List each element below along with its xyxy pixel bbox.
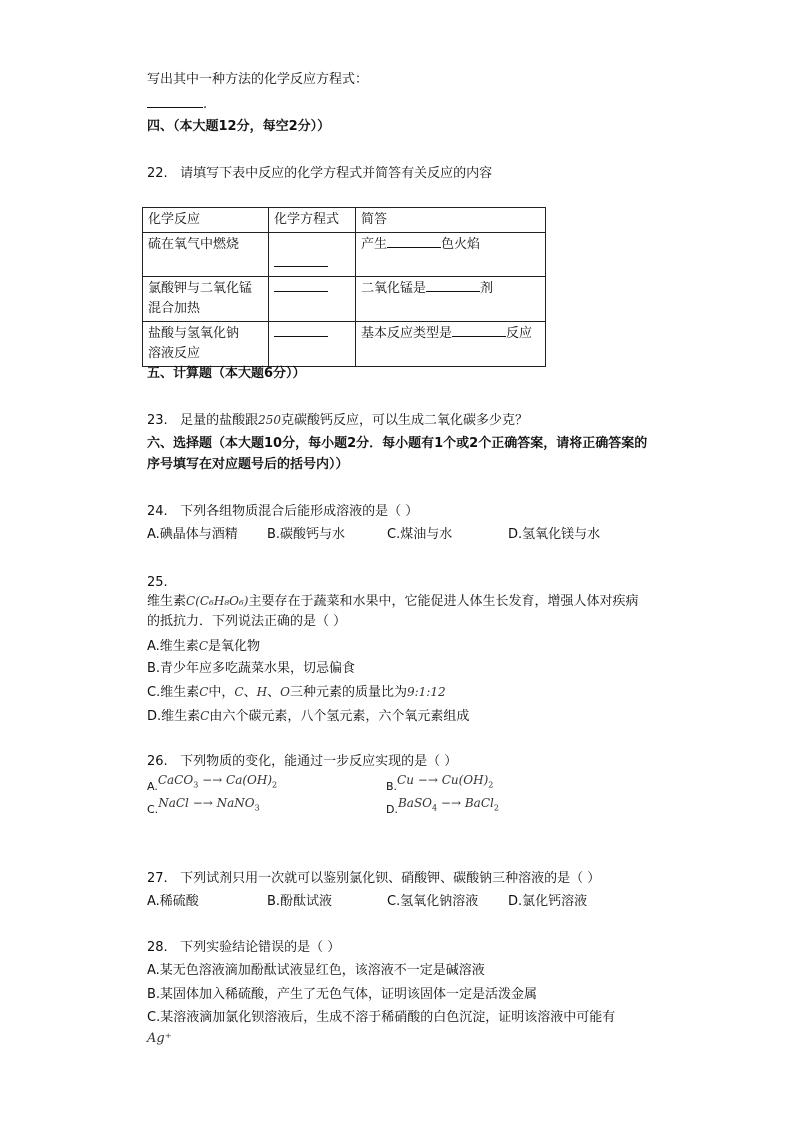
q26-stem: 26. 下列物质的变化，能通过一步反应实现的是（ ） — [147, 754, 458, 769]
answer-cell[interactable]: 二氧化锰是 剂 — [356, 277, 546, 322]
table-row — [143, 277, 546, 322]
method-answer-blank[interactable]: . — [147, 95, 207, 114]
q22-stem: 22. 请填写下表中反应的化学方程式并简答有关反应的内容 — [147, 166, 493, 181]
q25-option-b[interactable]: B.青少年应多吃蔬菜水果，切忌偏食 — [147, 661, 356, 676]
answer-cell[interactable]: 基本反应类型是 反应 — [356, 322, 546, 367]
q27-option-c[interactable]: C.氢氧化钠溶液 — [387, 894, 479, 909]
q24-stem: 24. 下列各组物质混合后能形成溶液的是（ ） — [147, 504, 419, 519]
q27-option-d[interactable]: D.氯化钙溶液 — [508, 894, 588, 909]
header-answer: 简答 — [356, 208, 546, 233]
q25-stem-line1: 维生素C(C₆H₈O₆)主要存在于蔬菜和水果中，它能促进人体生长发育，增强人体对疾病 — [147, 594, 639, 609]
q25-stem-line2: 的抵抗力．下列说法正确的是（ ） — [147, 614, 347, 629]
q24-option-c[interactable]: C.煤油与水 — [387, 527, 453, 542]
q27-stem: 27. 下列试剂只用一次就可以鉴别氯化钡、硝酸钾、碳酸钠三种溶液的是（ ） — [147, 871, 601, 886]
table-row — [143, 233, 546, 277]
section5-title: 五、计算题（本大题6分）） — [147, 366, 306, 381]
q23-stem: 23. 足量的盐酸跟250克碳酸钙反应，可以生成二氧化碳多少克？ — [147, 413, 529, 428]
q28-option-a[interactable]: A.某无色溶液滴加酚酞试液显红色，该溶液不一定是碱溶液 — [147, 963, 485, 978]
reaction-cell: 盐酸与氢氧化钠 溶液反应 — [143, 322, 269, 367]
q25-option-d[interactable]: D.维生素C由六个碳元素，八个氢元素，六个氧元素组成 — [147, 709, 470, 724]
q24-option-b[interactable]: B.碳酸钙与水 — [267, 527, 346, 542]
reaction-cell: 硫在氧气中燃烧 — [143, 233, 269, 277]
reaction-table — [142, 207, 546, 367]
q28-ion: Ag⁺ — [147, 1031, 172, 1046]
q25-number: 25. — [147, 575, 168, 590]
q26-option-a[interactable]: A.CaCO$_3$ −→ $Ca(OH)_2$ — [147, 773, 278, 793]
q28-stem: 28. 下列实验结论错误的是（ ） — [147, 940, 341, 955]
section6-title-line2: 序号填写在对应题号后的括号内）） — [147, 457, 349, 472]
method-prompt: 写出其中一种方法的化学反应方程式： — [147, 72, 369, 87]
reaction-cell: 氯酸钾与二氧化锰 混合加热 — [143, 277, 269, 322]
q24-option-d[interactable]: D.氢氧化镁与水 — [508, 527, 601, 542]
header-equation: 化学方程式 — [269, 208, 356, 233]
q28-option-c[interactable]: C.某溶液滴加氯化钡溶液后，生成不溶于稀硝酸的白色沉淀，证明该溶液中可能有 — [147, 1010, 616, 1025]
header-reaction: 化学反应 — [143, 208, 269, 233]
equation-blank[interactable] — [269, 322, 356, 367]
answer-cell[interactable]: 产生 色火焰 — [356, 233, 546, 277]
table-row — [143, 322, 546, 367]
q26-option-b[interactable]: $B.Cu -\to Cu(OH)_2$ — [386, 773, 494, 793]
q27-option-a[interactable]: A.稀硫酸 — [147, 894, 199, 909]
q25-option-c[interactable]: C.维生素C中，C、H、O三种元素的质量比为9:1:12 — [147, 685, 446, 700]
equation-blank[interactable] — [269, 277, 356, 322]
section4-title: 四、（本大题12分，每空2分）） — [147, 119, 331, 134]
q28-option-b[interactable]: B.某固体加入稀硫酸，产生了无色气体，证明该固体一定是活泼金属 — [147, 987, 538, 1002]
q25-option-a[interactable]: A.维生素C是氧化物 — [147, 639, 261, 654]
q27-option-b[interactable]: B.酚酞试液 — [267, 894, 333, 909]
table-header-row — [143, 208, 546, 233]
q24-option-a[interactable]: A.碘晶体与酒精 — [147, 527, 238, 542]
q26-option-d[interactable]: D.BaSO$_4$ −→ BaCl$_2$ — [386, 796, 499, 816]
q26-option-c[interactable]: C.NaCl −→ NaNO$_3$ — [147, 796, 260, 816]
section6-title-line1: 六、选择题（本大题10分，每小题2分．每小题有1个或2个正确答案，请将正确答案的 — [147, 436, 648, 451]
equation-blank[interactable] — [269, 233, 356, 277]
